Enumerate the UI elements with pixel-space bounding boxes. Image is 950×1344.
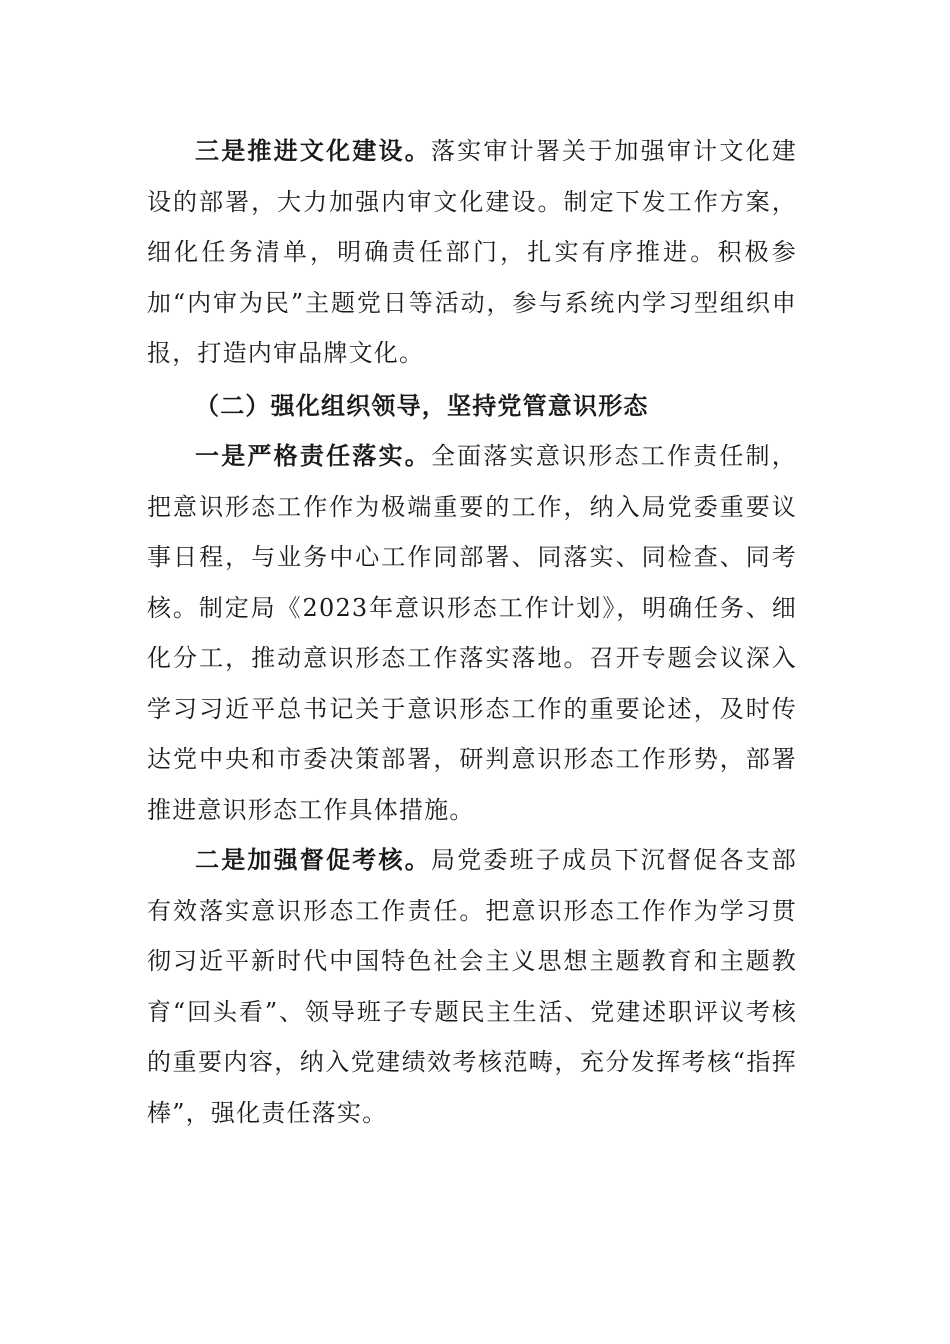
paragraph-culture-building [147, 126, 797, 379]
paragraph-lead: 三是推进文化建设。 [195, 136, 431, 165]
paragraph-text: 局党委班子成员下沉督促各支部有效落实意识形态工作责任。把意识形态工作作为学习贯彻习近平新时代中国特色社会主义思想主题教育和主题教育“回头看”、领导班子专题民主生活、党建述职评议考核的重要内容，纳入党建绩效考核范畴，充分发挥考核“指挥棒”，强化责任落实。 [147, 846, 797, 1127]
paragraph-lead: 一是严格责任落实。 [195, 441, 431, 470]
paragraph-responsibility [147, 431, 797, 835]
document-body [147, 126, 797, 1138]
paragraph-supervision [147, 835, 797, 1138]
section-heading: （二）强化组织领导，坚持党管意识形态 [195, 390, 649, 420]
paragraph-lead: 二是加强督促考核。 [195, 845, 431, 874]
paragraph-text: 落实审计署关于加强审计文化建设的部署，大力加强内审文化建设。制定下发工作方案，细化任务清单，明确责任部门，扎实有序推进。积极参加“内审为民”主题党日等活动，参与系统内学习型组织申报，打造内审品牌文化。 [147, 137, 797, 367]
paragraph-text: 全面落实意识形态工作责任制，把意识形态工作作为极端重要的工作，纳入局党委重要议事日程，与业务中心工作同部署、同落实、同检查、同考核。制定局《2023年意识形态工作计划》，明确任务、细化分工，推动意识形态工作落实落地。召开专题会议深入学习习近平总书记关于意识形态工作的重要论述，及时传达党中央和市委决策部署，研判意识形态工作形势，部署推进意识形态工作具体措施。 [147, 442, 797, 824]
